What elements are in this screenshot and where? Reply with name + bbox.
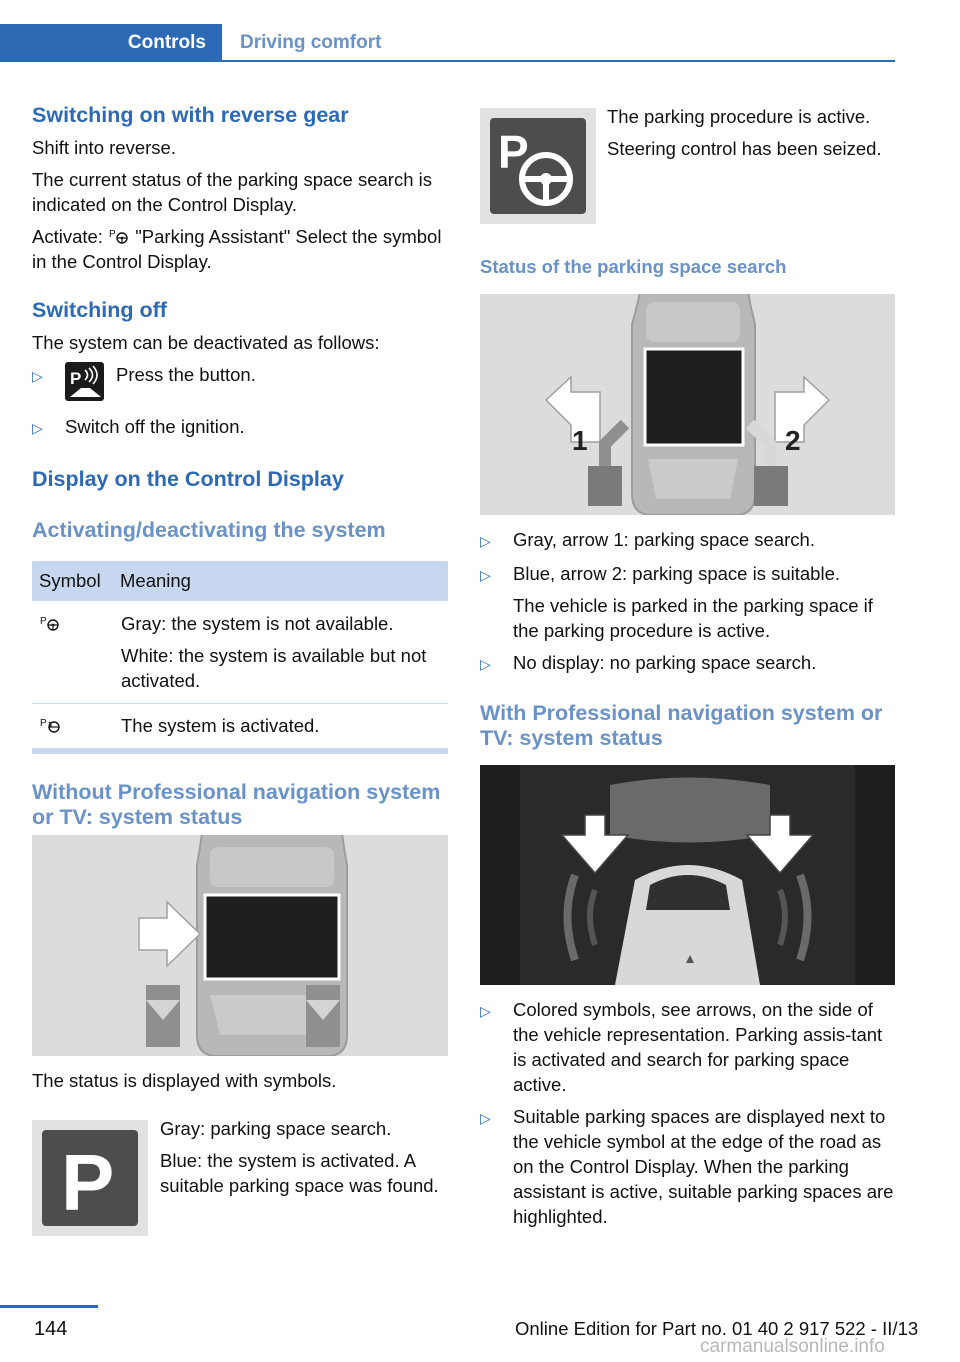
parking-assistant-icon	[108, 227, 130, 245]
table-row	[32, 704, 448, 749]
bullet-gray-text: Gray, arrow 1: parking space search.	[513, 529, 815, 550]
symbol-meaning-table	[32, 561, 448, 748]
bullet-blue-text: Blue, arrow 2: parking space is suitable.	[513, 563, 841, 584]
text-deactivate: The system can be deactivated as follows:	[32, 332, 380, 353]
fig-label-1: 1	[572, 425, 588, 456]
text-symbols: The status is displayed with symbols.	[32, 1070, 337, 1091]
table-cell-symbol	[32, 601, 113, 704]
svg-text:P: P	[40, 616, 47, 627]
bullet-arrow-icon: ▷	[480, 1003, 491, 1019]
bullet-arrow-icon: ▷	[32, 368, 43, 384]
heading-with-professional: With Professional navigation system or TV: system status	[480, 701, 883, 750]
parking-steering-symbol-box	[480, 108, 596, 224]
parking-assistant-icon	[39, 614, 61, 632]
svg-text:P: P	[70, 369, 82, 388]
heading-reverse-gear: Switching on with reverse gear	[32, 103, 349, 127]
parking-p-icon	[32, 1120, 148, 1236]
professional-bullets	[480, 997, 896, 1229]
bullet-no-display	[480, 650, 896, 677]
figure-professional-nav-status	[480, 765, 895, 985]
heading-display-control: Display on the Control Display	[32, 467, 344, 491]
steering-text	[607, 104, 902, 161]
bullet-arrow-icon: ▷	[480, 567, 491, 583]
status-bullets	[480, 527, 896, 751]
bullet-suitable-text: Suitable parking spaces are displayed next to the vehicle symbol at the edge of the road as on the Control Display. When the parking assistant is active, suitable parking spaces are highlighted.	[513, 1106, 894, 1227]
text-status: The current status of the parking space search is indicated on the Control Display.	[32, 169, 433, 215]
bullet-gray-arrow	[480, 527, 896, 554]
figure-car-status-without-nav	[32, 835, 448, 1056]
bullet-blue-block	[513, 561, 896, 643]
left-column	[32, 100, 448, 830]
svg-text:P: P	[109, 229, 116, 240]
table-cell-meaning	[113, 601, 448, 704]
figure-status-parking-search	[480, 294, 895, 515]
bullet-ignition-text: Switch off the ignition.	[65, 416, 245, 437]
page-number: 144	[34, 1318, 68, 1340]
text-gray-search: Gray: parking space search.	[160, 1118, 392, 1139]
text-shift: Shift into reverse.	[32, 137, 176, 158]
parking-symbol-box	[32, 1120, 148, 1236]
heading-activating-system: Activating/deactivating the system	[32, 518, 386, 542]
table-header-symbol: Symbol	[39, 570, 101, 591]
table-header-meaning: Meaning	[120, 570, 191, 591]
meaning-gray: Gray: the system is not available.	[121, 613, 394, 634]
table-cell-meaning: The system is activated.	[121, 715, 320, 736]
parking-assistant-active-icon	[39, 716, 61, 734]
bullet-press-button	[32, 362, 448, 401]
bullet-blue-continuation: The vehicle is parked in the parking space if the parking procedure is active.	[513, 595, 873, 641]
bullet-arrow-icon: ▷	[480, 1110, 491, 1126]
svg-text:P: P	[40, 718, 47, 729]
text-blue-found: Blue: the system is activated. A suitable parking space was found.	[160, 1150, 439, 1196]
footer-edition: Online Edition for Part no. 01 40 2 917 522 - II/13	[515, 1318, 919, 1339]
bullet-colored-text: Colored symbols, see arrows, on the side of the vehicle representation. Parking assis-tant is activated and search for parking space active.	[513, 999, 883, 1095]
table-cell-symbol	[32, 704, 113, 749]
pdc-button-icon[interactable]	[65, 362, 104, 401]
text-activate	[32, 224, 448, 274]
watermark: carmanualsonline.info	[700, 1336, 885, 1357]
table-bottom-rule	[32, 748, 448, 754]
bullet-ignition	[32, 414, 448, 441]
fig-label-2: 2	[785, 425, 801, 456]
parking-symbol-text	[160, 1116, 448, 1198]
tab-driving-comfort[interactable]: Driving comfort	[240, 32, 382, 53]
bullet-blue-arrow	[480, 561, 896, 643]
heading-without-professional: Without Professional navigation system or TV: system status	[32, 780, 441, 829]
chapter-tabbar	[0, 0, 895, 62]
svg-text:P: P	[498, 126, 529, 178]
bullet-press-text: Press the button.	[116, 364, 256, 385]
table-header-row	[32, 561, 448, 601]
bullet-arrow-icon: ▷	[480, 533, 491, 549]
svg-text:P: P	[61, 1138, 115, 1227]
bullet-suitable-spaces	[480, 1104, 896, 1229]
text-steering-seized: Steering control has been seized.	[607, 138, 882, 159]
activate-suffix: "Parking Assistant" Select the symbol in the Control Display.	[32, 226, 442, 272]
text-procedure-active: The parking procedure is active.	[607, 106, 871, 127]
bullet-colored-symbols	[480, 997, 896, 1097]
footer-rule	[0, 1305, 98, 1308]
tab-controls[interactable]: Controls	[0, 24, 222, 62]
bullet-arrow-icon: ▷	[480, 656, 491, 672]
table-row	[32, 601, 448, 704]
heading-switching-off: Switching off	[32, 298, 167, 322]
bullet-no-display-text: No display: no parking space search.	[513, 652, 817, 673]
activate-prefix: Activate:	[32, 226, 103, 247]
meaning-white: White: the system is available but not activated.	[121, 645, 427, 691]
heading-status-search: Status of the parking space search	[480, 256, 787, 277]
parking-steering-icon	[480, 108, 596, 224]
bullet-arrow-icon: ▷	[32, 420, 43, 436]
